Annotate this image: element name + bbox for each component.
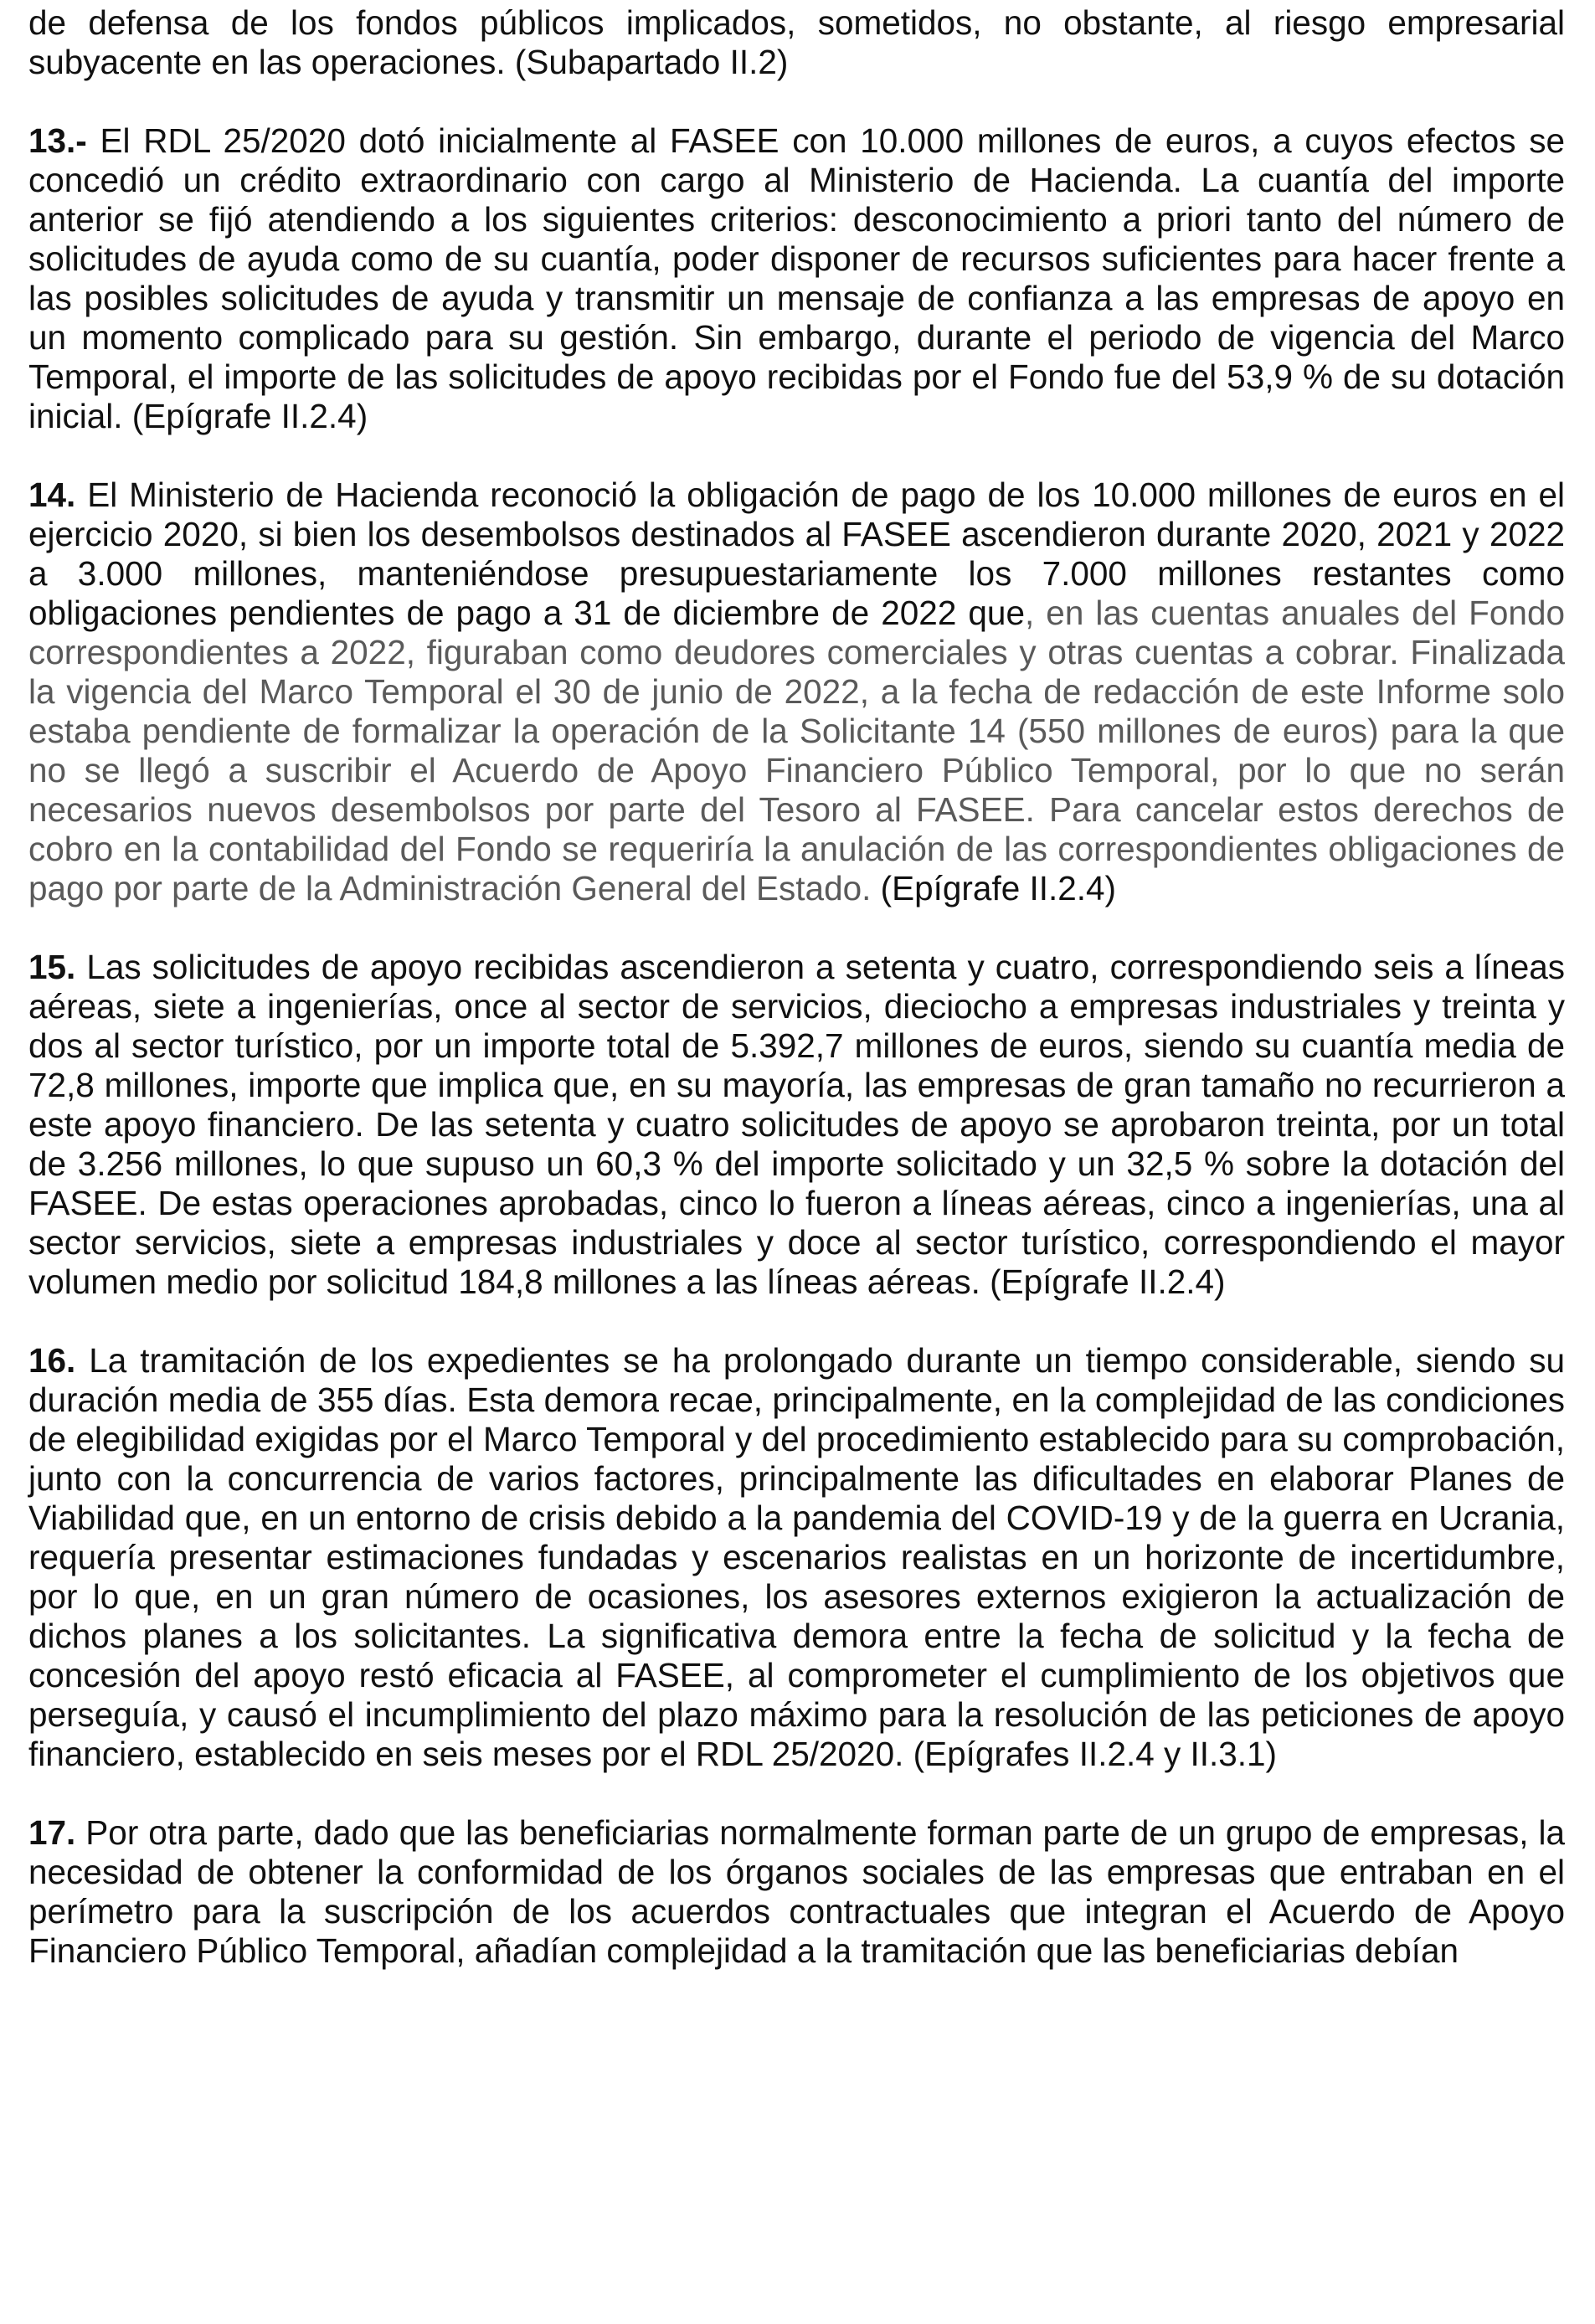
paragraph-15 bbox=[28, 948, 1565, 1302]
paragraph-14 bbox=[28, 476, 1565, 908]
paragraph-text: El Ministerio de Hacienda reconoció la obligación de pago de los 10.000 millones de euros en el ejercicio 2020, si bien los desembolsos destinados al FASEE ascendieron durante 2020, 2021 y 2022 a 3.000 millones, manteniéndose presupuestariamente los 7.000 millones restantes como obligaciones pendientes de pago a 31 de diciembre de 2022 que bbox=[28, 476, 1565, 632]
paragraph-text: Las solicitudes de apoyo recibidas ascendieron a setenta y cuatro, correspondiendo seis a líneas aéreas, siete a ingenierías, once al sector de servicios, dieciocho a empresas industriales y treinta y dos al sector turístico, por un importe total de 5.392,7 millones de euros, siendo su cuantía media de 72,8 millones, importe que implica que, en su mayoría, las empresas de gran tamaño no recurrieron a este apoyo financiero. De las setenta y cuatro solicitudes de apoyo se aprobaron treinta, por un total de 3.256 millones, lo que supuso un 60,3 % del importe solicitado y un 32,5 % sobre la dotación del FASEE. De estas operaciones aprobadas, cinco lo fueron a líneas aéreas, cinco a ingenierías, una al sector servicios, siete a empresas industriales y doce al sector turístico, correspondiendo el mayor volumen medio por solicitud 184,8 millones a las líneas aéreas. (Epígrafe II.2.4) bbox=[28, 948, 1565, 1301]
paragraph-number: 16. bbox=[28, 1341, 76, 1380]
paragraph-number: 15. bbox=[28, 948, 76, 986]
paragraph-text-grey: , en las cuentas anuales del Fondo correspondientes a 2022, figuraban como deudores comerciales y otras cuentas a cobrar. Finalizada la vigencia del Marco Temporal el 30 de junio de 2022, a la fecha de redacción de este Informe solo estaba pendiente de formalizar la operación de la Solicitante 14 (550 millones de euros) para la que no se llegó a suscribir el Acuerdo de Apoyo Financiero Público Temporal, por lo que no serán necesarios nuevos desembolsos por parte del Tesoro al FASEE. Para cancelar estos derechos de cobro en la contabilidad del Fondo se requeriría la anulación de las correspondientes obligaciones de pago por parte de la Administración General del Estado. bbox=[28, 594, 1566, 907]
paragraph-text: El RDL 25/2020 dotó inicialmente al FASEE con 10.000 millones de euros, a cuyos efectos se concedió un crédito extraordinario con cargo al Ministerio de Hacienda. La cuantía del importe anterior se fijó atendiendo a los siguientes criterios: desconocimiento a priori tanto del número de solicitudes de ayuda como de su cuantía, poder disponer de recursos suficientes para hacer frente a las posibles solicitudes de ayuda y transmitir un mensaje de confianza a las empresas de apoyo en un momento complicado para su gestión. Sin embargo, durante el periodo de vigencia del Marco Temporal, el importe de las solicitudes de apoyo recibidas por el Fondo fue del 53,9 % de su dotación inicial. (Epígrafe II.2.4) bbox=[28, 121, 1565, 435]
paragraph-number: 14. bbox=[28, 476, 76, 514]
paragraph-text: (Epígrafe II.2.4) bbox=[871, 869, 1117, 907]
paragraph-17 bbox=[28, 1813, 1565, 1971]
paragraph-13 bbox=[28, 121, 1565, 436]
paragraph-number: 13.- bbox=[28, 121, 87, 160]
paragraph-number: 17. bbox=[28, 1813, 76, 1852]
document-page bbox=[28, 3, 1565, 1971]
paragraph-intro bbox=[28, 3, 1565, 82]
paragraph-text: Por otra parte, dado que las beneficiarias normalmente forman parte de un grupo de empresas, la necesidad de obtener la conformidad de los órganos sociales de las empresas que entraban en el perímetro para la suscripción de los acuerdos contractuales que integran el Acuerdo de Apoyo Financiero Público Temporal, añadían complejidad a la tramitación que las beneficiarias debían bbox=[28, 1813, 1565, 1970]
paragraph-16 bbox=[28, 1341, 1565, 1774]
paragraph-text: de defensa de los fondos públicos implicados, sometidos, no obstante, al riesgo empresarial subyacente en las operaciones. (Subapartado II.2) bbox=[28, 3, 1565, 81]
paragraph-text: La tramitación de los expedientes se ha prolongado durante un tiempo considerable, siendo su duración media de 355 días. Esta demora recae, principalmente, en la complejidad de las condiciones de elegibilidad exigidas por el Marco Temporal y del procedimiento establecido para su comprobación, junto con la concurrencia de varios factores, principalmente las dificultades en elaborar Planes de Viabilidad que, en un entorno de crisis debido a la pandemia del COVID-19 y de la guerra en Ucrania, requería presentar estimaciones fundadas y escenarios realistas en un horizonte de incertidumbre, por lo que, en un gran número de ocasiones, los asesores externos exigieron la actualización de dichos planes a los solicitantes. La significativa demora entre la fecha de solicitud y la fecha de concesión del apoyo restó eficacia al FASEE, al comprometer el cumplimiento de los objetivos que perseguía, y causó el incumplimiento del plazo máximo para la resolución de las peticiones de apoyo financiero, establecido en seis meses por el RDL 25/2020. (Epígrafes II.2.4 y II.3.1) bbox=[28, 1341, 1565, 1773]
